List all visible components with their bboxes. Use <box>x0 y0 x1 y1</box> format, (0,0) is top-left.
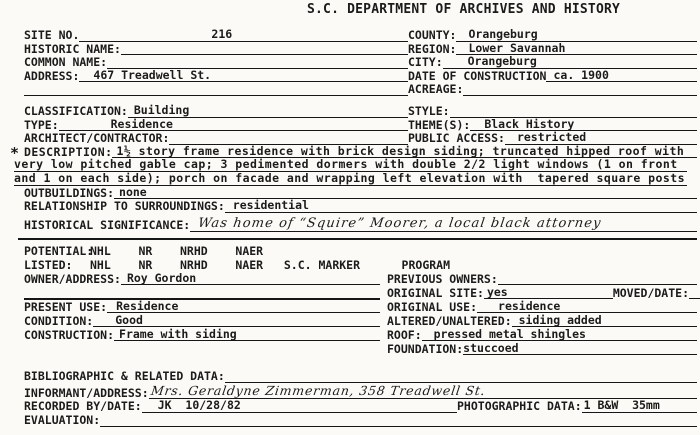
altered-unaltered-line <box>512 313 697 327</box>
row-historic-region <box>24 42 697 56</box>
site-no-line <box>79 28 408 42</box>
county-label: COUNTY: <box>408 28 457 43</box>
classification-line <box>128 104 408 118</box>
region-label: REGION: <box>408 41 457 56</box>
field-public-access <box>408 131 697 145</box>
common-name-line <box>107 55 408 69</box>
condition-label: CONDITION: <box>24 313 94 328</box>
historic-name-label: HISTORIC NAME: <box>24 41 121 56</box>
city-label: CITY: <box>408 55 443 70</box>
field-evaluation <box>24 413 697 427</box>
row-classification-style <box>24 104 697 118</box>
region-value: Lower Savannah <box>468 40 566 55</box>
field-informant-address <box>24 383 697 400</box>
informant-address-label: INFORMANT/ADDRESS: <box>24 385 149 400</box>
roof-line <box>422 327 697 341</box>
description-line1-text: 1½ story frame residence with brick design siding; truncated hipped roof with <box>116 143 685 158</box>
informant-address-handwritten-value: Mrs. Geraldyne Zimmerman, 358 Treadwell St. <box>149 383 487 399</box>
recorded-by-date-value: JK 10/28/82 <box>157 398 241 413</box>
listed-options: NHL NR NRHD NAER S.C. MARKER PROGRAM <box>90 257 451 272</box>
row-site-county <box>24 28 697 42</box>
field-condition <box>24 313 380 327</box>
date-of-construction-line <box>546 69 697 83</box>
foundation-line <box>463 341 697 355</box>
field-original-use <box>387 299 697 313</box>
common-name-label: COMMON NAME: <box>24 55 108 70</box>
relationship-label: RELATIONSHIP TO SURROUNDINGS: <box>24 199 225 214</box>
relationship-line <box>225 199 697 213</box>
field-relationship-to-surroundings <box>24 199 697 213</box>
architect-contractor-label: ARCHITECT/CONTRACTOR: <box>24 131 170 146</box>
description-line2-rule <box>14 158 687 172</box>
description-line-3 <box>14 172 687 186</box>
previous-owners-line <box>498 271 697 285</box>
original-site-line <box>484 285 613 299</box>
construction-line <box>114 327 380 341</box>
field-potential <box>24 243 697 257</box>
row-type-themes <box>24 118 697 132</box>
owner-address-value: Roy Gordon <box>126 270 197 285</box>
classification-value: Building <box>133 103 190 118</box>
outbuildings-label: OUTBUILDINGS: <box>24 185 115 200</box>
photographic-data-label: PHOTOGRAPHIC DATA: <box>457 399 582 414</box>
altered-unaltered-value: siding added <box>518 312 602 327</box>
public-access-value: restricted <box>516 130 587 145</box>
blank-left-line-2 <box>24 285 380 299</box>
themes-value: Black History <box>484 116 575 131</box>
description-asterisk-marker: * <box>10 144 20 162</box>
themes-line <box>470 118 697 132</box>
field-common-name <box>24 55 408 69</box>
type-label: TYPE: <box>24 117 59 132</box>
field-listed <box>24 257 697 271</box>
historical-significance-label: HISTORICAL SIGNIFICANCE: <box>24 218 191 233</box>
date-of-construction-value: ca. 1900 <box>553 67 609 82</box>
description-line3-rule <box>14 172 687 186</box>
original-use-line <box>477 299 697 313</box>
field-previous-owners <box>387 271 697 285</box>
style-line <box>450 104 697 118</box>
field-original-site <box>387 285 697 299</box>
potential-label: POTENTIAL: <box>24 243 94 258</box>
recorded-by-date-line <box>142 399 457 413</box>
field-style <box>408 104 697 118</box>
field-city <box>408 55 697 69</box>
roof-value: pressed metal shingles <box>433 326 586 341</box>
row-common-city <box>24 55 697 69</box>
section-bibliographic <box>24 369 697 426</box>
informant-address-line <box>149 383 697 400</box>
section-description <box>14 143 697 233</box>
address-line <box>79 69 408 83</box>
evaluation-label: EVALUATION: <box>24 413 101 427</box>
address-label: ADDRESS: <box>24 68 80 83</box>
field-type <box>24 118 408 132</box>
historical-significance-handwritten-value: Was home of “Squire” Moorer, a local black attorney <box>197 215 603 231</box>
foundation-label: FOUNDATION: <box>387 341 464 356</box>
row-blank-acreage <box>24 82 697 96</box>
roof-label: ROOF: <box>387 327 422 342</box>
construction-label: CONSTRUCTION: <box>24 327 115 342</box>
historical-significance-line <box>190 213 697 232</box>
blank-left-nofill <box>24 341 380 355</box>
row-architect-access <box>24 131 697 145</box>
evaluation-line <box>100 413 697 427</box>
description-line1-rule <box>112 145 697 159</box>
condition-line <box>93 313 380 327</box>
recorded-by-date-label: RECORDED BY/DATE: <box>24 399 142 414</box>
original-use-label: ORIGINAL USE: <box>387 299 478 314</box>
field-date-of-construction <box>408 69 697 83</box>
field-address <box>24 69 408 83</box>
listed-label: LISTED: <box>24 257 73 272</box>
field-themes <box>408 118 697 132</box>
field-region <box>408 42 697 56</box>
photographic-data-value: 1 B&W 35mm <box>583 398 660 413</box>
previous-owners-label: PREVIOUS OWNERS: <box>387 271 498 286</box>
row-condition-altered <box>24 313 697 327</box>
field-acreage <box>408 82 697 96</box>
bibliographic-label: BIBLIOGRAPHIC & RELATED DATA: <box>24 369 225 384</box>
classification-label: CLASSIFICATION: <box>24 104 128 119</box>
present-use-line <box>107 300 380 313</box>
region-line <box>456 42 697 56</box>
altered-unaltered-label: ALTERED/UNALTERED: <box>387 313 512 328</box>
county-value: Orangeburg <box>468 27 538 42</box>
address-value: 467 Treadwell St. <box>93 67 212 82</box>
field-historic-name <box>24 42 408 56</box>
field-recorded-by-date <box>24 399 457 413</box>
row-recorded-photographic <box>24 399 697 413</box>
field-historical-significance <box>24 213 697 232</box>
original-use-value: residence <box>498 298 561 313</box>
city-value: Orangeburg <box>467 54 537 69</box>
outbuildings-line <box>114 186 697 200</box>
row-construction-roof <box>24 327 697 341</box>
field-photographic-data <box>457 399 697 413</box>
type-line <box>59 118 408 132</box>
moved-date-label: MOVED/DATE: <box>612 285 689 300</box>
field-bibliographic <box>24 369 697 383</box>
historic-name-line <box>121 42 408 56</box>
owner-address-label: OWNER/ADDRESS: <box>24 271 121 286</box>
public-access-line <box>505 131 697 145</box>
row-owner-previous <box>24 271 697 285</box>
photographic-data-line <box>582 399 697 413</box>
original-site-value: yes <box>486 284 508 299</box>
present-use-label: PRESENT USE: <box>24 299 108 314</box>
row-foundation <box>24 341 697 355</box>
owner-address-line <box>121 271 380 285</box>
field-foundation <box>387 341 697 355</box>
outbuildings-value: none <box>119 184 147 199</box>
description-line2-text: very low pitched gable cap; 3 pedimented dormers with double 2/2 light windows (1 on front <box>14 157 678 172</box>
acreage-line <box>463 82 697 96</box>
date-of-construction-label: DATE OF CONSTRUCTION <box>408 68 547 83</box>
bibliographic-line <box>225 369 697 383</box>
row-presentuse-originaluse <box>24 299 697 313</box>
field-classification <box>24 104 408 118</box>
acreage-label: ACREAGE: <box>408 82 464 97</box>
description-line-2 <box>14 158 687 172</box>
description-label: DESCRIPTION: <box>24 144 113 159</box>
section-status-ownership <box>24 243 697 355</box>
county-line <box>456 28 697 42</box>
public-access-label: PUBLIC ACCESS: <box>408 131 505 146</box>
field-altered-unaltered <box>387 313 697 327</box>
field-present-use <box>24 299 380 313</box>
site-no-value: 216 <box>211 27 233 42</box>
field-site-no <box>24 28 408 42</box>
field-owner-address <box>24 271 380 285</box>
present-use-value: Residence <box>116 298 179 313</box>
original-site-label: ORIGINAL SITE: <box>387 285 484 300</box>
condition-value: Good <box>115 312 143 327</box>
description-line-1 <box>24 145 697 159</box>
architect-contractor-line <box>169 131 408 145</box>
city-line <box>443 55 697 69</box>
field-architect-contractor <box>24 131 408 145</box>
section-divider-rule <box>18 238 697 240</box>
field-outbuildings <box>24 186 697 200</box>
construction-value: Frame with siding <box>119 326 237 341</box>
row-address-construction <box>24 69 697 83</box>
potential-options: NHL NR NRHD NAER <box>90 243 264 258</box>
row-blank-originalsite <box>24 285 697 299</box>
section-identification <box>24 28 697 96</box>
site-no-label: SITE NO. <box>24 28 80 43</box>
relationship-value: residential <box>232 198 309 213</box>
foundation-value: stuccoed <box>463 340 519 355</box>
type-value: Residence <box>110 116 173 131</box>
page-title: S.C. DEPARTMENT OF ARCHIVES AND HISTORY <box>307 2 621 17</box>
moved-date-line <box>689 285 700 299</box>
themes-label: THEME(S): <box>408 117 471 132</box>
field-roof <box>387 327 697 341</box>
section-classification <box>24 104 697 145</box>
description-line3-text: and 1 on each side); porch on facade and wrapping left elevation with tapered square posts <box>14 171 685 186</box>
field-county <box>408 28 697 42</box>
field-construction <box>24 327 380 341</box>
style-label: STYLE: <box>408 104 450 119</box>
blank-left-line-1 <box>24 82 408 96</box>
